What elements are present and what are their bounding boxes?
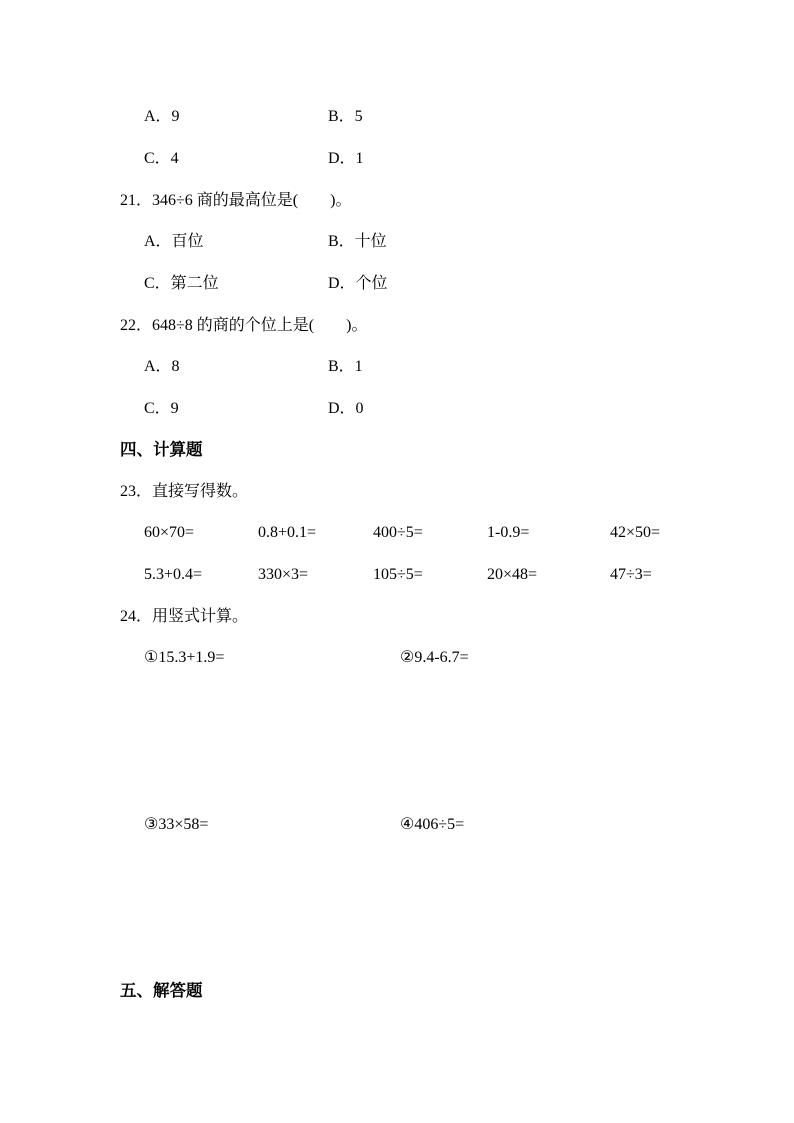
q23-stem: 23．直接写得数。 <box>120 483 249 500</box>
q24-stem: 24．用竖式计算。 <box>120 608 249 625</box>
q22-option-c: C．9 <box>144 400 179 417</box>
q22-option-d: D．0 <box>328 400 364 417</box>
q21-option-d: D．个位 <box>328 275 388 292</box>
q21-option-b: B．十位 <box>328 233 387 250</box>
q24-item: ②9.4-6.7= <box>400 649 469 666</box>
q23-item: 400÷5= <box>373 524 423 541</box>
q24-item: ④406÷5= <box>400 816 465 833</box>
q20-option-a: A．9 <box>144 108 180 125</box>
q23-item: 20×48= <box>487 566 538 583</box>
q23-item: 1-0.9= <box>487 524 530 541</box>
q23-item: 47÷3= <box>610 566 652 583</box>
section-heading-word-problems: 五、解答题 <box>120 981 203 1000</box>
q21-option-a: A．百位 <box>144 233 204 250</box>
q23-item: 330×3= <box>258 566 309 583</box>
q24-item: ①15.3+1.9= <box>144 649 225 666</box>
q20-option-d: D．1 <box>328 150 364 167</box>
q21-option-c: C．第二位 <box>144 275 219 292</box>
q23-item: 105÷5= <box>373 566 423 583</box>
q23-item: 0.8+0.1= <box>258 524 317 541</box>
q22-stem: 22．648÷8 的商的个位上是( )。 <box>120 317 368 334</box>
q20-option-c: C．4 <box>144 150 179 167</box>
q23-item: 42×50= <box>610 524 661 541</box>
q21-stem: 21．346÷6 商的最高位是( )。 <box>120 192 352 209</box>
q23-item: 60×70= <box>144 524 195 541</box>
q24-item: ③33×58= <box>144 816 209 833</box>
q20-option-b: B．5 <box>328 108 363 125</box>
section-heading-calculation: 四、计算题 <box>120 440 203 459</box>
q22-option-a: A．8 <box>144 358 180 375</box>
q23-item: 5.3+0.4= <box>144 566 203 583</box>
q22-option-b: B．1 <box>328 358 363 375</box>
